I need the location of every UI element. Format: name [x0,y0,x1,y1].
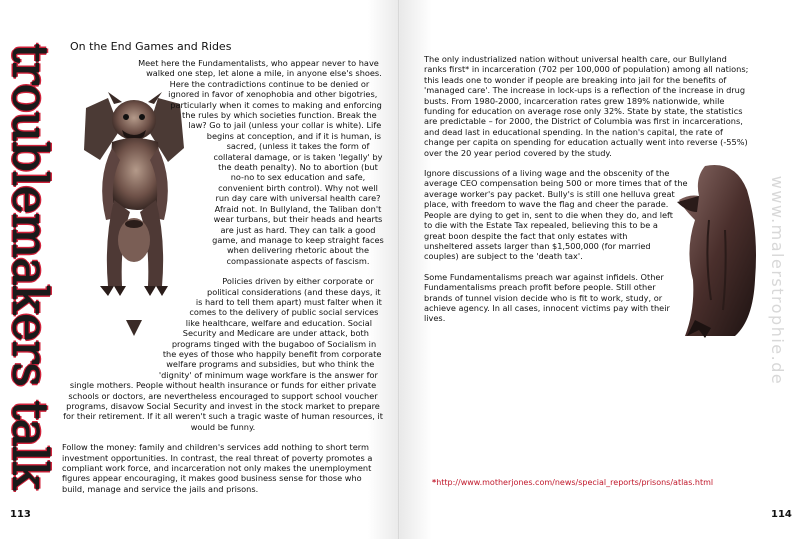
page-number-left: 113 [10,509,31,520]
right-paragraph-3: Some Fundamentalisms preach war against infidels. Other Fundamentalisms preach profit before people. Still other brands of tunnel vision decide who is fit to work, study, or achieve agency. In all cases, innocent victims pay with their lives. [424,271,670,324]
left-paragraph-2: Policies driven by either corporate or political considerations (and these days, it is hard to tell them apart) must falter when it comes to the delivery of public social services like healthcare, welfare and education. Social Security and Medicare are under attack, both programs tinged with the bugaboo of Socialism in the eyes of those who happily benefit from corporate welfare programs and subsidies, but who think the 'dignity' of minimum wage workfare is the answer for single mothers. People without health insurance or funds for either private schools or doctors, are nevertheless encouraged to support school voucher programs, disavow Social Security and invest in the stock market to prepare for their retirement. If it all weren't such a tragic waste of human resources, it would be funny. [63,276,383,432]
page-number-right: 114 [771,509,792,520]
footnote-marker: * [432,478,437,487]
vertical-title [2,22,58,510]
section-title: On the End Games and Rides [70,40,232,53]
footnote-link[interactable]: http://www.motherjones.com/news/special_reports/prisons/atlas.html [436,478,714,487]
vertical-title-text: troublemakers talk [2,43,58,489]
right-text-column [424,54,750,334]
side-url-watermark [764,150,792,410]
right-paragraph-2: Ignore discussions of a living wage and the obscenity of the average CEO compensation being 500 or more times that of the average worker's pay packet. Bully's is still one helluva great place, with freedom to wave the flag and cheer the parade. People are dying to get in, sent to die when they do, and left to die with the Estate Tax repealed, believing this to be a great boon despite the fact that only estates with unsheltered assets larger than $1,500,000 (for married couples) are subject to the 'death tax'. [424,168,688,262]
left-paragraph-1: Meet here the Fundamentalists, who appear never to have walked one step, let alone a mile, in anyone else's shoes. Here the contradictions continue to be denied or ignored in favor of xenophobia and other bigotries, particularly when it comes to making and enforcing the rules by which societies function. Break the law? Go to jail (unless your collar is white). Life begins at conception, and if it is human, is sacred, (unless it takes the form of collateral damage, or is taken 'legally' by the death penalty). No to abortion (but no-no to sex education and safe, convenient birth control). Why not well run day care with universal health care? Afraid not. In Bullyland, the Taliban don't wear turbans, but their heads and hearts are just as hard. They can talk a good game, and manage to keep straight faces when delivering rhetoric about the compassionate aspects of fascism. [138,58,384,266]
left-paragraph-3: Follow the money: family and children's services add nothing to short term investment opportunities. In contrast, the real threat of poverty promotes a compliant work force, and incarceration not only makes the unemployment figures appear encouraging, it makes good business sense for those who build, manage and service the jails and prisons. [62,442,373,494]
left-text-column [62,58,384,498]
footnote [432,478,713,487]
side-url-text: www.malerstrophie.de [768,175,788,385]
right-paragraph-1: The only industrialized nation without universal health care, our Bullyland ranks first* in incarceration (702 per 100,000 of population) among all nations; this leads one to wonder if people are breaking into jail for the benefits of 'managed care'. The increase in lock-ups is a reflection of the increase in drug busts. From 1980-2000, incarceration rates grew 189% nationwide, while funding for education on average rose only 32%. State by state, the statistics are predictable – for 2000, the District of Columbia was first in incarcerations, and dead last in educational spending. In the nation's capital, the rate of change per capita on spending for education actually went into reverse (-55%) over the 20 year period covered by the study. [424,54,749,158]
